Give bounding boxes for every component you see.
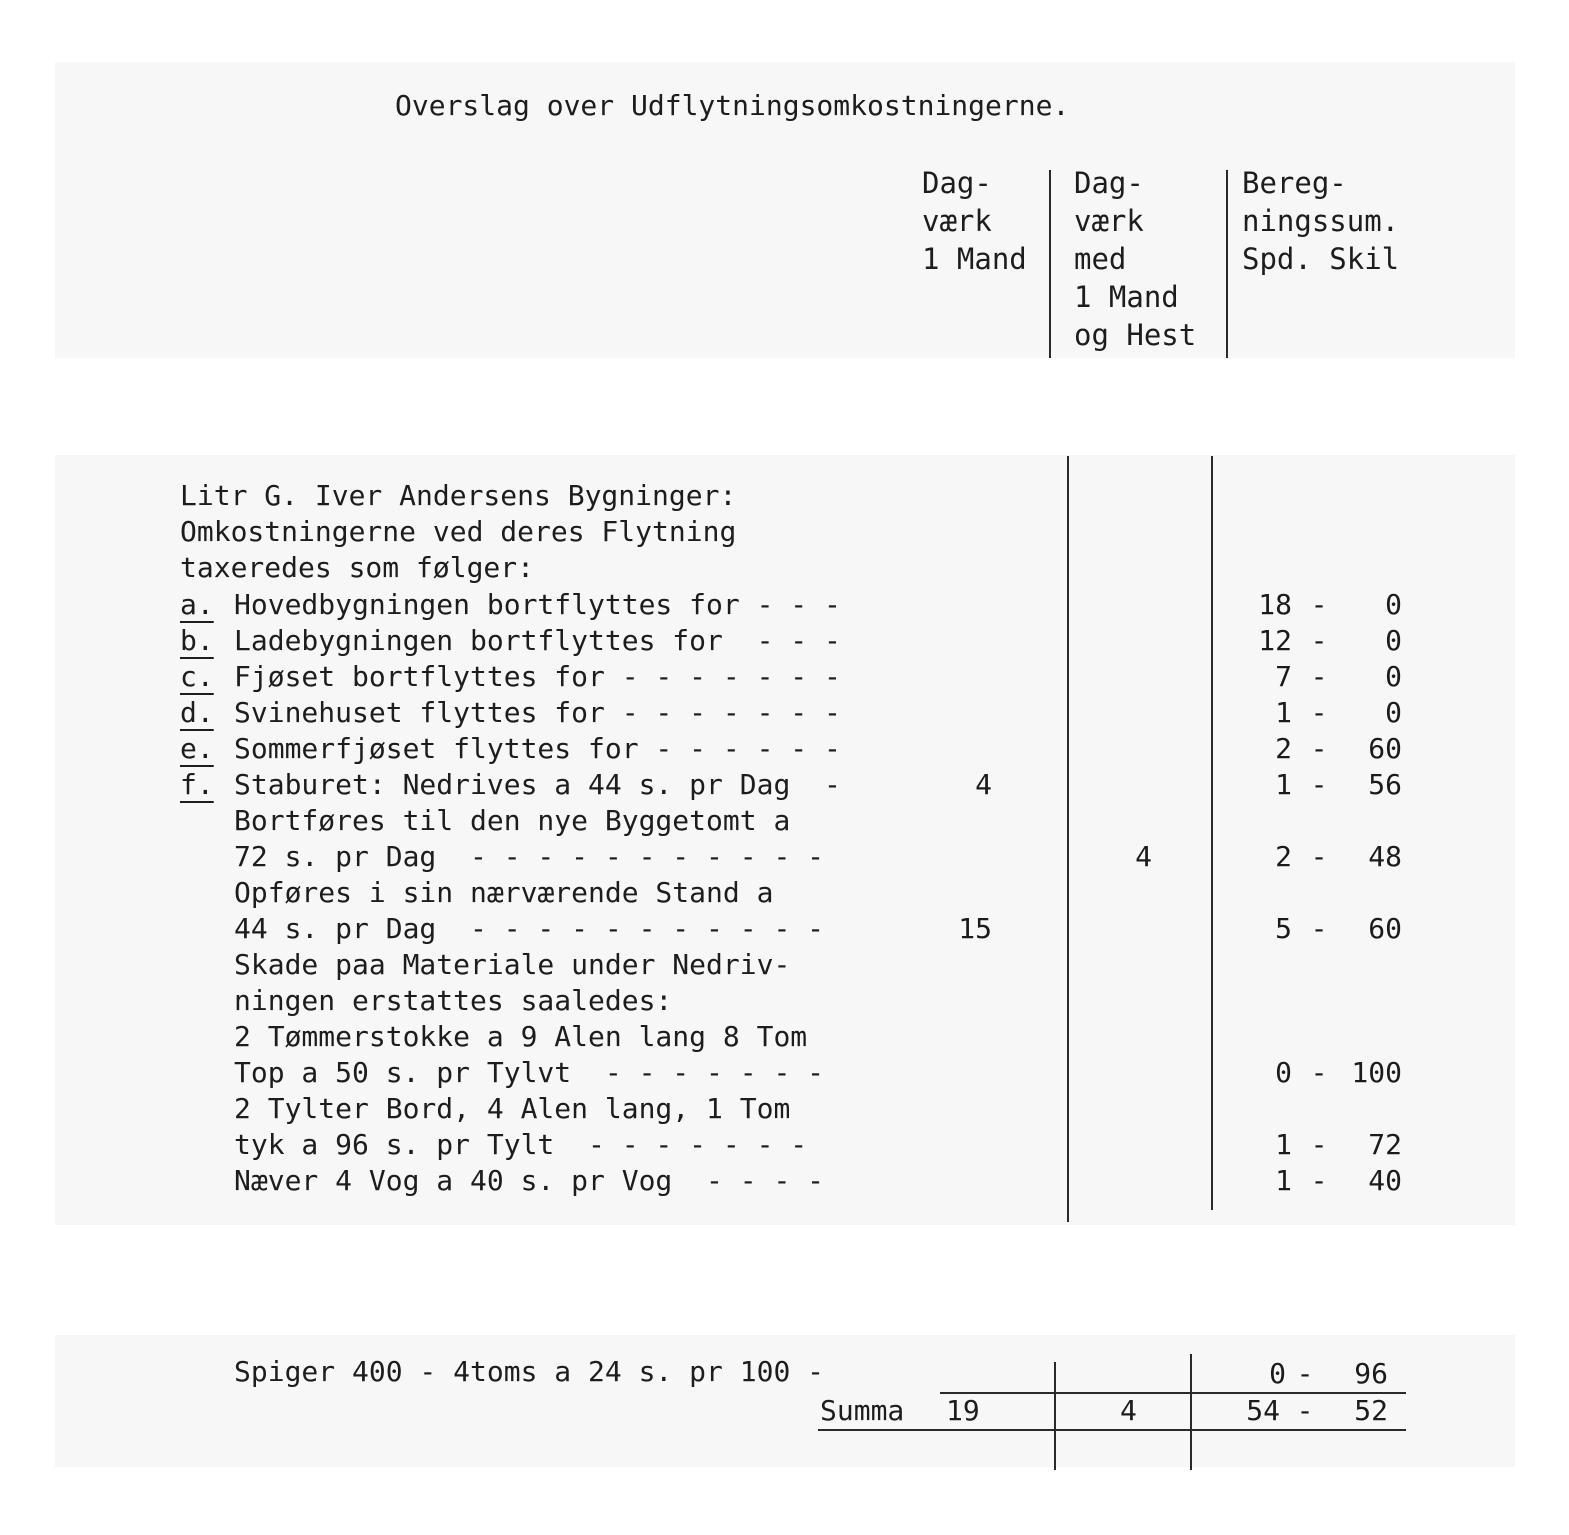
column-header-beregningssum — [1242, 164, 1399, 278]
item-skil: 56 — [1368, 768, 1402, 801]
item-spd: 2 — [1275, 732, 1292, 765]
summa-dagvaerk-1: 19 — [946, 1394, 980, 1427]
item-description: Hovedbygningen bortflyttes for - - - — [234, 588, 841, 621]
item-skil: 0 — [1385, 624, 1402, 657]
item-dagvaerk-1-mand: 15 — [958, 912, 992, 945]
intro-line: Litr G. Iver Andersens Bygninger: — [180, 479, 737, 512]
item-dagvaerk-1-mand: 4 — [975, 768, 992, 801]
column-header-line: Dag- — [1074, 166, 1144, 200]
item-separator: - — [1310, 660, 1328, 693]
header-divider-1 — [1049, 170, 1051, 358]
column-header-line: Dag- — [922, 166, 992, 200]
item-spd: 1 — [1275, 1128, 1292, 1161]
item-spd: 18 — [1258, 588, 1292, 621]
item-skil: 100 — [1351, 1056, 1402, 1089]
item-spd: 5 — [1275, 912, 1292, 945]
item-skil: 40 — [1368, 1164, 1402, 1197]
item-separator: - — [1310, 768, 1328, 801]
spiger-separator: - — [1296, 1357, 1314, 1390]
item-separator: - — [1310, 840, 1328, 873]
summa-separator: - — [1296, 1394, 1314, 1427]
item-spd: 1 — [1275, 696, 1292, 729]
item-description: Skade paa Materiale under Nedriv- — [234, 948, 791, 981]
body-divider-2 — [1211, 456, 1213, 1210]
item-skil: 0 — [1385, 696, 1402, 729]
spiger-line: Spiger 400 - 4toms a 24 s. pr 100 - — [234, 1355, 825, 1388]
column-header-line: 1 Mand — [922, 242, 1027, 276]
column-header-line: med — [1074, 242, 1127, 276]
item-spd: 1 — [1275, 768, 1292, 801]
item-description: tyk a 96 s. pr Tylt - - - - - - - — [234, 1128, 808, 1161]
sum-bottom-rule — [818, 1429, 1406, 1431]
page-title: Overslag over Udflytningsomkostningerne. — [395, 89, 1070, 122]
item-description: 44 s. pr Dag - - - - - - - - - - - — [234, 912, 825, 945]
item-description: Opføres i sin nærværende Stand a — [234, 876, 774, 909]
item-spd: 0 — [1275, 1056, 1292, 1089]
item-separator: - — [1310, 1128, 1328, 1161]
item-separator: - — [1310, 1056, 1328, 1089]
item-spd: 7 — [1275, 660, 1292, 693]
item-dagvaerk-mand-og-hest: 4 — [1135, 840, 1152, 873]
item-description: 2 Tylter Bord, 4 Alen lang, 1 Tom — [234, 1092, 791, 1125]
item-description: ningen erstattes saaledes: — [234, 984, 673, 1017]
summa-label: Summa — [820, 1394, 905, 1427]
column-header-line: og Hest — [1074, 318, 1197, 352]
item-separator: - — [1310, 624, 1328, 657]
column-header-dagvaerk-mand-og-hest — [1074, 164, 1196, 354]
body-divider-1 — [1067, 456, 1069, 1222]
spiger-skil: 96 — [1354, 1357, 1388, 1390]
column-header-line: Bereg- — [1242, 166, 1347, 200]
item-separator: - — [1310, 696, 1328, 729]
item-description: Fjøset bortflyttes for - - - - - - - — [234, 660, 841, 693]
column-header-line: ningssum. — [1242, 204, 1400, 238]
item-skil: 60 — [1368, 732, 1402, 765]
item-description: 72 s. pr Dag - - - - - - - - - - - — [234, 840, 825, 873]
item-description: Top a 50 s. pr Tylvt - - - - - - - — [234, 1056, 825, 1089]
item-letter-marker: b. — [180, 624, 214, 657]
summa-dagvaerk-2: 4 — [1120, 1394, 1137, 1427]
footer-divider-2 — [1190, 1354, 1192, 1470]
item-spd: 1 — [1275, 1164, 1292, 1197]
item-spd: 12 — [1258, 624, 1292, 657]
item-letter-marker: a. — [180, 588, 214, 621]
column-header-line: værk — [922, 204, 992, 238]
item-skil: 48 — [1368, 840, 1402, 873]
item-separator: - — [1310, 588, 1328, 621]
item-letter-marker: c. — [180, 660, 214, 693]
item-separator: - — [1310, 912, 1328, 945]
header-divider-2 — [1226, 170, 1228, 358]
column-header-line: Spd. Skil — [1242, 242, 1400, 276]
item-skil: 60 — [1368, 912, 1402, 945]
item-spd: 2 — [1275, 840, 1292, 873]
summa-skil: 52 — [1354, 1394, 1388, 1427]
item-description: Svinehuset flyttes for - - - - - - - — [234, 696, 841, 729]
item-skil: 72 — [1368, 1128, 1402, 1161]
footer-divider-1 — [1054, 1362, 1056, 1470]
item-letter-marker: d. — [180, 696, 214, 729]
summa-spd: 54 — [1246, 1394, 1280, 1427]
spiger-spd: 0 — [1269, 1357, 1286, 1390]
item-separator: - — [1310, 732, 1328, 765]
item-description: Sommerfjøset flyttes for - - - - - - — [234, 732, 841, 765]
item-skil: 0 — [1385, 660, 1402, 693]
intro-line: taxeredes som følger: — [180, 551, 535, 584]
item-letter-marker: f. — [180, 768, 214, 801]
item-letter-marker: e. — [180, 732, 214, 765]
item-description: Næver 4 Vog a 40 s. pr Vog - - - - — [234, 1164, 825, 1197]
intro-line: Omkostningerne ved deres Flytning — [180, 515, 737, 548]
item-description: Staburet: Nedrives a 44 s. pr Dag - — [234, 768, 841, 801]
item-description: Ladebygningen bortflyttes for - - - — [234, 624, 841, 657]
item-separator: - — [1310, 1164, 1328, 1197]
column-header-line: værk — [1074, 204, 1144, 238]
item-description: Bortføres til den nye Byggetomt a — [234, 804, 791, 837]
item-skil: 0 — [1385, 588, 1402, 621]
item-description: 2 Tømmerstokke a 9 Alen lang 8 Tom — [234, 1020, 808, 1053]
column-header-line: 1 Mand — [1074, 280, 1179, 314]
column-header-dagvaerk-1-mand — [922, 164, 1027, 278]
